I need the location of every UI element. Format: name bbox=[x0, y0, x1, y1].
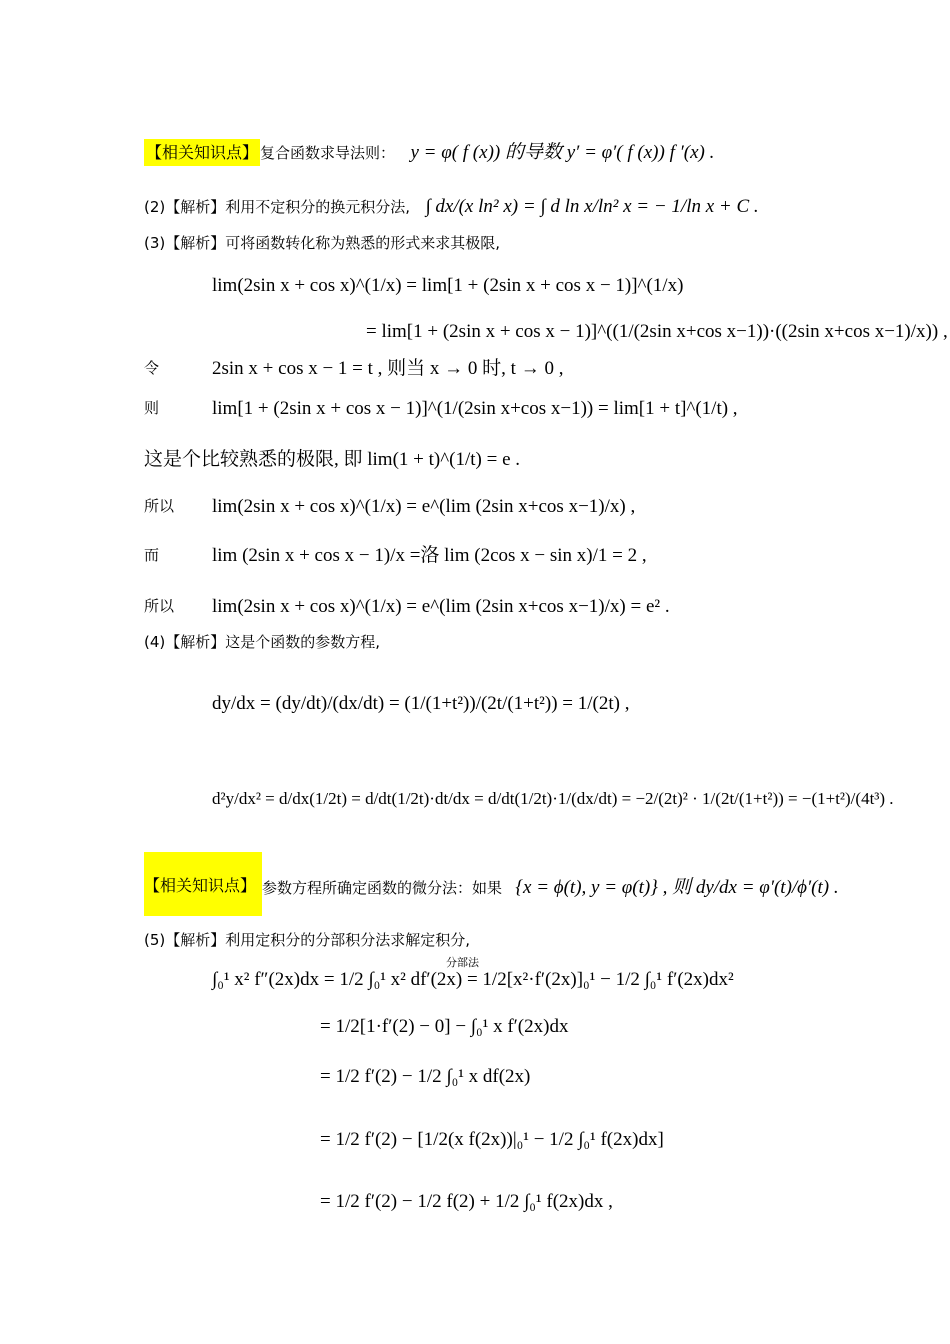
word-suoyi: 所以 bbox=[144, 597, 175, 615]
section-label: (2)【解析】利用不定积分的换元积分法, bbox=[144, 198, 411, 216]
method-note: 分部法 bbox=[446, 956, 479, 969]
knowledge-text: 参数方程所确定函数的微分法：如果 bbox=[262, 879, 503, 897]
formula: lim (2sin x + cos x − 1)/x =洛 lim (2cos x − sin x)/1 = 2 , bbox=[212, 545, 647, 566]
formula: = 1/2 f′(2) − 1/2 ∫₀¹ x df(2x) bbox=[320, 1066, 531, 1087]
word-suoyi: 所以 bbox=[144, 497, 175, 515]
formula: lim[1 + (2sin x + cos x − 1)]^(1/(2sin x+cos x−1)) = lim[1 + t]^(1/t) , bbox=[212, 398, 738, 419]
formula: 这是个比较熟悉的极限, 即 lim(1 + t)^(1/t) = e . bbox=[144, 449, 521, 470]
formula: lim(2sin x + cos x)^(1/x) = lim[1 + (2sin x + cos x − 1)]^(1/x) bbox=[212, 275, 684, 296]
knowledge-point-composite-derivative bbox=[144, 143, 714, 162]
formula: ∫ dx/(x ln² x) = ∫ d ln x/ln² x = − 1/ln x + C . bbox=[425, 196, 759, 217]
section-2 bbox=[144, 197, 759, 216]
formula: {x = ϕ(t), y = φ(t)} , 则 dy/dx = φ′(t)/ϕ′(t) . bbox=[515, 877, 839, 898]
formula: lim(2sin x + cos x)^(1/x) = e^(lim (2sin x+cos x−1)/x) = e² . bbox=[212, 596, 670, 617]
word-ze: 则 bbox=[144, 399, 160, 417]
knowledge-point-parametric bbox=[262, 878, 839, 897]
knowledge-text: 复合函数求导法则： bbox=[260, 144, 396, 162]
knowledge-tag: 【相关知识点】 bbox=[144, 852, 262, 916]
formula: d²y/dx² = d/dx(1/2t) = d/dt(1/2t)·dt/dx = d/dt(1/2t)·1/(dx/dt) = −2/(2t)² · 1/(2t/(1+t²)) = −(1+t²)/(4t³) . bbox=[212, 789, 894, 808]
formula: = 1/2 f′(2) − [1/2(x f(2x))|₀¹ − 1/2 ∫₀¹ f(2x)dx] bbox=[320, 1129, 664, 1150]
formula: ∫₀¹ x² f″(2x)dx = 1/2 ∫₀¹ x² df′(2x) = 1/2[x²·f′(2x)]₀¹ − 1/2 ∫₀¹ f′(2x)dx² bbox=[212, 969, 734, 990]
formula: dy/dx = (dy/dt)/(dx/dt) = (1/(1+t²))/(2t/(1+t²)) = 1/(2t) , bbox=[212, 693, 630, 714]
formula: y = φ( f (x)) 的导数 y′ = φ′( f (x)) f ′(x) . bbox=[410, 142, 715, 163]
section-5-label: (5)【解析】利用定积分的分部积分法求解定积分, bbox=[144, 931, 471, 949]
word-er: 而 bbox=[144, 546, 160, 564]
knowledge-tag: 【相关知识点】 bbox=[144, 139, 260, 166]
section-3-label: (3)【解析】可将函数转化称为熟悉的形式来求其极限, bbox=[144, 234, 501, 252]
formula: = 1/2[1·f′(2) − 0] − ∫₀¹ x f′(2x)dx bbox=[320, 1016, 569, 1037]
word-ling: 令 bbox=[144, 359, 160, 377]
formula: 2sin x + cos x − 1 = t , 则当 x → 0 时, t → 0 , bbox=[212, 358, 564, 379]
section-4-label: (4)【解析】这是个函数的参数方程, bbox=[144, 633, 381, 651]
formula: lim(2sin x + cos x)^(1/x) = e^(lim (2sin x+cos x−1)/x) , bbox=[212, 496, 636, 517]
formula: = lim[1 + (2sin x + cos x − 1)]^((1/(2sin x+cos x−1))·((2sin x+cos x−1)/x)) , bbox=[366, 321, 948, 342]
formula: = 1/2 f′(2) − 1/2 f(2) + 1/2 ∫₀¹ f(2x)dx , bbox=[320, 1191, 613, 1212]
